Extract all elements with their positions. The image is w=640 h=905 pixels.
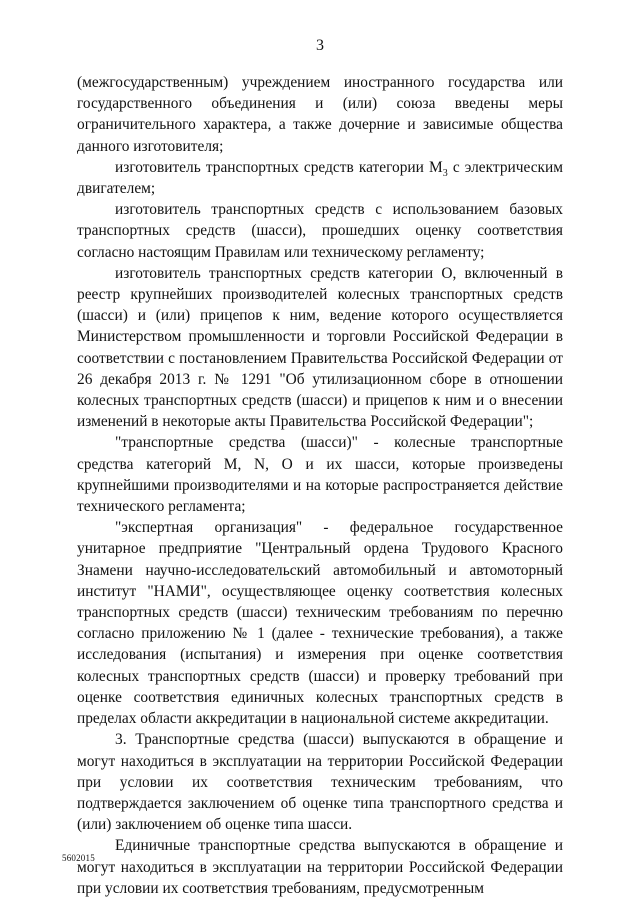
paragraph-7: 3. Транспортные средства (шасси) выпускаются в обращение и могут находиться в эксплуатации на территории Российской Федерации при условии их соответствия техническим требованиям, что подтверждается заключением об оценке типа транспортного средства и (или) заключением об оценке типа шасси. xyxy=(77,731,563,834)
paragraph-1: (межгосударственным) учреждением иностранного государства или государственного объединения и (или) союза введены меры ограничительного характера, а также дочерние и зависимые общества данного изготовителя; xyxy=(77,74,563,155)
paragraph-6: "экспертная организация" - федеральное государственное унитарное предприятие "Центральный ордена Трудового Красного Знамени научно-исследовательский автомобильный и автомоторный институт "НАМИ", осуществляющее оценку соответствия колесных транспортных средств (шасси) техническим требованиям по перечню согласно приложению № 1 (далее - технические требования), а также исследования (испытания) и измерения при оценке соответствия колесных транспортных средств (шасси) и проверку требований при оценке соответствия единичных колесных транспортных средств в пределах области аккредитации в национальной системе аккредитации. xyxy=(77,519,563,728)
footer-document-code: 5602015 xyxy=(62,853,95,863)
paragraph-4: изготовитель транспортных средств категории О, включенный в реестр крупнейших производителей колесных транспортных средств (шасси) и (или) прицепов к ним, ведение которого осуществляется Министерством промышленности и торговли Российской Федерации в соответствии с постановлением Правительства Российской Федерации от 26 декабря 2013 г. № 1291 "Об утилизационном сборе в отношении колесных транспортных средств (шасси) и прицепов к ним и о внесении изменений в некоторые акты Правительства Российской Федерации"; xyxy=(77,264,563,431)
document-body xyxy=(77,72,563,899)
paragraph-2 xyxy=(77,157,563,199)
page-number: 3 xyxy=(316,37,324,54)
paragraph-3: изготовитель транспортных средств с использованием базовых транспортных средств (шасси), прошедших оценку соответствия согласно настоящим Правилам или техническому регламенту; xyxy=(77,201,563,261)
paragraph-8: Единичные транспортные средства выпускаются в обращение и могут находиться в эксплуатации на территории Российской Федерации при условии их соответствия требованиям, предусмотренным xyxy=(77,837,563,897)
paragraph-5: "транспортные средства (шасси)" - колесные транспортные средства категорий M, N, O и их шасси, которые произведены крупнейшими производителями и на которые распространяется действие технического регламента; xyxy=(77,434,563,516)
paragraph-2-text-end: с электрическим двигателем; xyxy=(77,158,563,198)
category-subscript: 3 xyxy=(442,167,448,179)
paragraph-2-text: изготовитель транспортных средств категории М xyxy=(115,158,443,176)
